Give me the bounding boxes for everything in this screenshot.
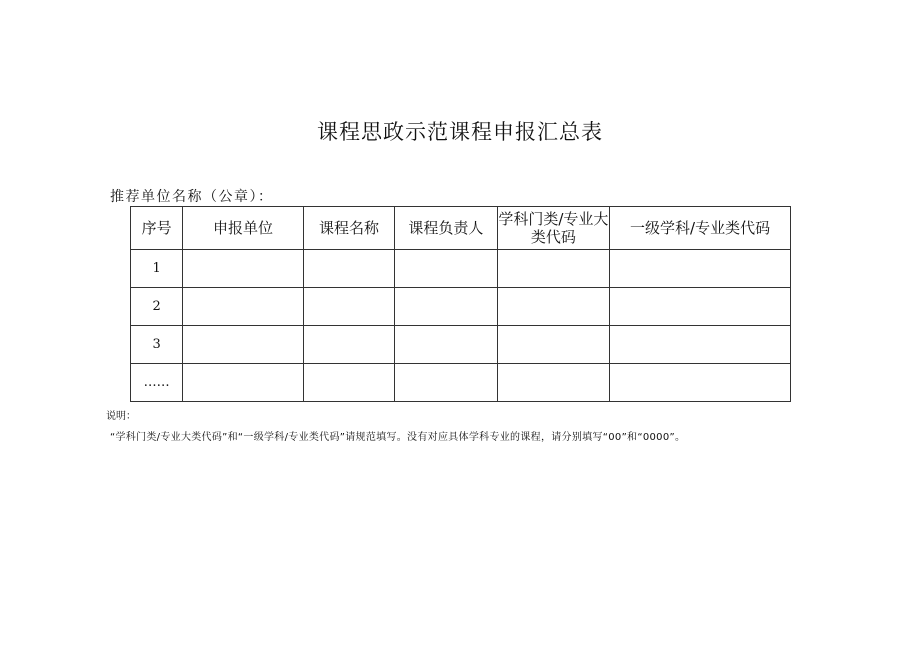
cell-first-level-discipline-code[interactable] (610, 250, 791, 288)
cell-course-name[interactable] (303, 288, 394, 326)
cell-first-level-discipline-code[interactable] (610, 364, 791, 402)
document-title: 课程思政示范课程申报汇总表 (317, 120, 603, 144)
cell-course-name[interactable] (303, 250, 394, 288)
header-first-level-discipline-code: 一级学科/专业类代码 (610, 207, 791, 250)
header-serial: 序号 (131, 207, 183, 250)
row-serial: 2 (131, 288, 183, 326)
cell-course-name[interactable] (303, 364, 394, 402)
row-serial: 3 (131, 326, 183, 364)
cell-applicant-unit[interactable] (183, 326, 304, 364)
table-row (131, 364, 791, 402)
cell-course-leader[interactable] (395, 364, 497, 402)
cell-first-level-discipline-code[interactable] (610, 288, 791, 326)
table-row (131, 326, 791, 364)
cell-first-level-discipline-code[interactable] (610, 326, 791, 364)
notes-text: “学科门类/专业大类代码”和“一级学科/专业类代码”请规范填写。没有对应具体学科专业的课程，请分别填写“00”和“0000”。 (110, 432, 686, 443)
header-discipline-category-code: 学科门类/专业大类代码 (497, 207, 610, 250)
cell-course-leader[interactable] (395, 326, 497, 364)
cell-applicant-unit[interactable] (183, 250, 304, 288)
cell-discipline-category-code[interactable] (497, 364, 610, 402)
header-course-leader: 课程负责人 (395, 207, 497, 250)
notes-label: 说明： (106, 411, 136, 422)
summary-table (130, 206, 791, 402)
cell-discipline-category-code[interactable] (497, 288, 610, 326)
table-header-row (131, 207, 791, 250)
table-row (131, 250, 791, 288)
header-course-name: 课程名称 (303, 207, 394, 250)
row-serial: 1 (131, 250, 183, 288)
table-row (131, 288, 791, 326)
cell-course-leader[interactable] (395, 288, 497, 326)
cell-discipline-category-code[interactable] (497, 326, 610, 364)
cell-applicant-unit[interactable] (183, 288, 304, 326)
recommending-unit-label: 推荐单位名称（公章）： (110, 189, 274, 205)
row-serial: …… (131, 364, 183, 402)
cell-course-name[interactable] (303, 326, 394, 364)
cell-course-leader[interactable] (395, 250, 497, 288)
header-applicant-unit: 申报单位 (183, 207, 304, 250)
cell-discipline-category-code[interactable] (497, 250, 610, 288)
cell-applicant-unit[interactable] (183, 364, 304, 402)
